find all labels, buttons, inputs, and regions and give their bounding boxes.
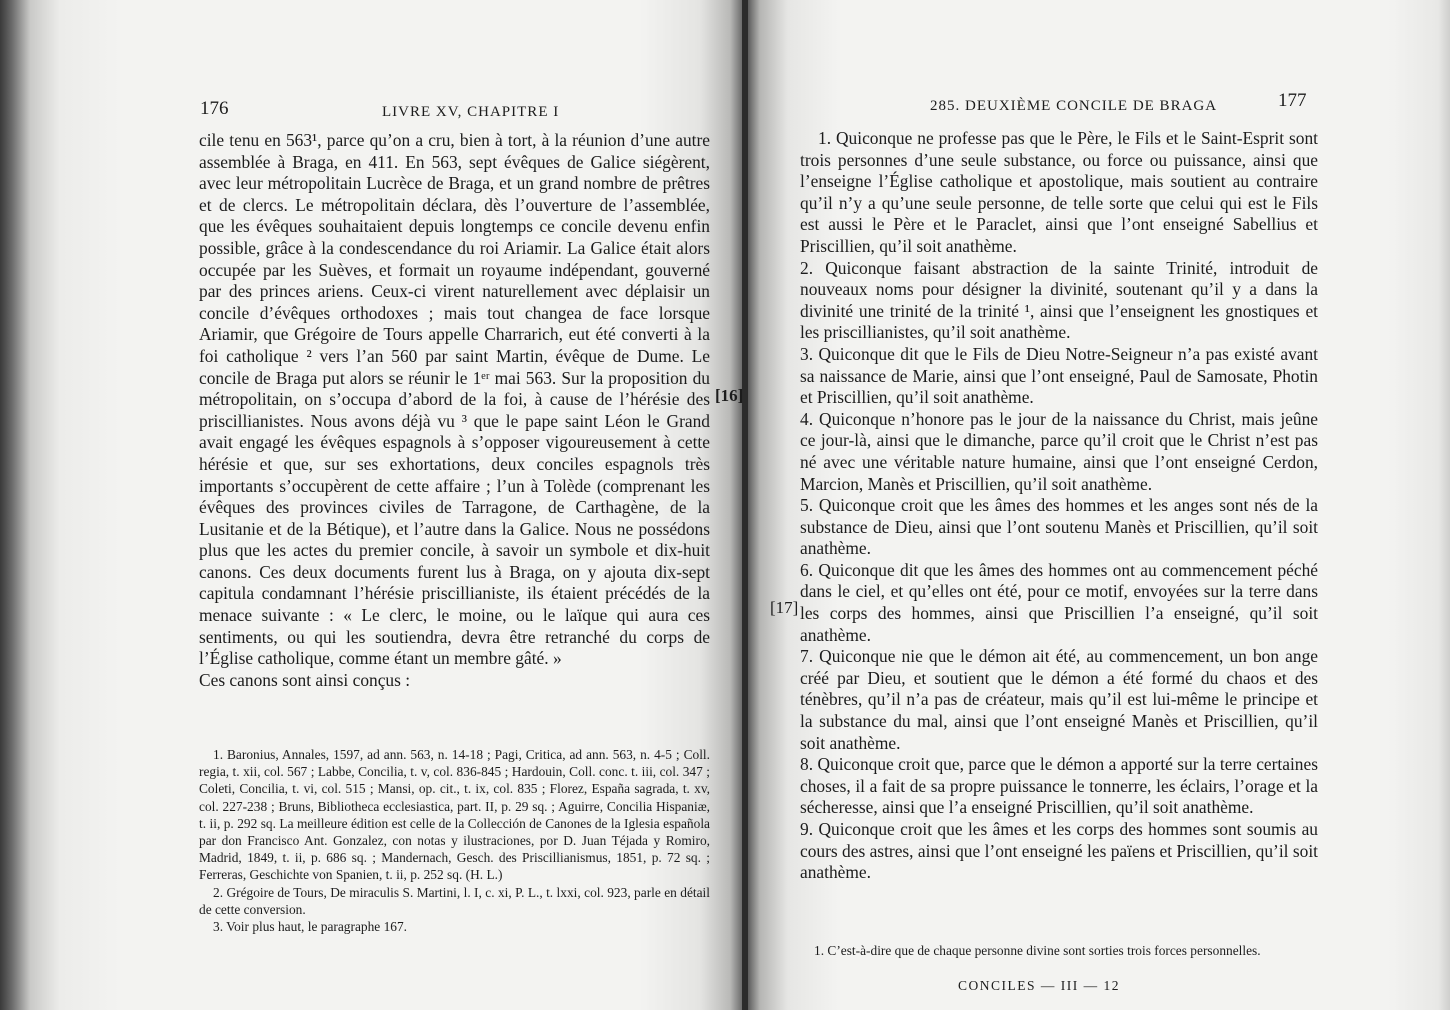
signature-mark: CONCILES — III — 12	[958, 978, 1120, 993]
canon: 6. Quiconque dit que les âmes des hommes ont au commencement péché dans le ciel, et qu’elles ont été, pour ce motif, envoyées sur la terre dans les corps des hommes, ainsi que Priscillien l’a enseigné, qu’il soit anathème.	[800, 559, 1318, 645]
margin-marker: [16]	[715, 386, 744, 405]
page-number: 177	[1278, 90, 1307, 111]
paragraph: Ces canons sont ainsi conçus :	[199, 669, 411, 690]
canon: 5. Quiconque croit que les âmes des hommes et les anges sont nés de la substance de Dieu, ainsi que l’ont soutenu Manès et Priscillien, qu’il soit anathème.	[800, 495, 1318, 559]
page-number: 176	[200, 98, 229, 119]
footnote: 3. Voir plus haut, le paragraphe 167.	[213, 919, 407, 935]
right-page	[748, 0, 1450, 1010]
margin-marker: [17]	[770, 598, 799, 617]
canon: 8. Quiconque croit que, parce que le démon a apporté sur la terre certaines choses, il a fait de sa propre puissance le tonnerre, les éclairs, l’orage et la sécheresse, ainsi que l’a enseigné Priscillien, qu’il soit anathème.	[800, 754, 1318, 818]
body-text	[199, 130, 710, 691]
footnotes	[800, 942, 1318, 959]
canon: 2. Quiconque faisant abstraction de la sainte Trinité, introduit de nouveaux noms pour désigner la divinité, soutenant qu’il y a dans la divinité une trinité de la trinité ¹, ainsi que l’enseignent les gnostiques et les priscillianistes, qu’il soit anathème.	[800, 257, 1318, 343]
canon: 7. Quiconque nie que le démon ait été, au commencement, un bon ange créé par Dieu, et soutient que le démon a été formé du chaos et des ténèbres, qu’il n’a pas de créateur, mais qu’il est lui-même le principe et la substance du mal, ainsi que l’ont enseigné Manès et Priscillien, qu’il soit anathème.	[800, 646, 1318, 753]
canon: 4. Quiconque n’honore pas le jour de la naissance du Christ, mais jeûne ce jour-là, ainsi que le dimanche, parce qu’il croit que le Christ n’est pas né avec une véritable nature humaine, ainsi que l’ont enseigné Cerdon, Marcion, Manès et Priscillien, qu’il soit anathème.	[800, 408, 1318, 494]
running-head: LIVRE XV, CHAPITRE I	[382, 104, 560, 120]
footnote: 2. Grégoire de Tours, De miraculis S. Martini, l. I, c. xi, P. L., t. lxxi, col. 923, parle en détail de cette conversion.	[199, 884, 710, 917]
canons-list	[800, 128, 1318, 884]
running-head: 285. DEUXIÈME CONCILE DE BRAGA	[930, 98, 1218, 114]
canon: 3. Quiconque dit que le Fils de Dieu Notre-Seigneur n’a pas existé avant sa naissance de Marie, ainsi que l’ont enseigné, Paul de Samosate, Photin et Priscillien, qu’il soit anathème.	[800, 343, 1318, 408]
canon: 9. Quiconque croit que les âmes et les corps des hommes sont soumis au cours des astres, ainsi que l’ont enseigné les païens et Priscillien, qu’il soit anathème.	[800, 819, 1318, 883]
footnotes	[199, 746, 710, 935]
footnote: 1. Baronius, Annales, 1597, ad ann. 563, n. 14-18 ; Pagi, Critica, ad ann. 563, n. 4-5 ; Coll. regia, t. xii, col. 567 ; Labbe, Concilia, t. v, col. 836-845 ; Hardouin, Coll. conc. t. iii, col. 347 ; Coleti, Concilia, t. vi, col. 515 ; Mansi, op. cit., t. ix, col. 835 ; Florez, España sagrada, t. xv, col. 227-238 ; Bruns, Bibliotheca ecclesiastica, part. II, p. 29 sq. ; Aguirre, Concilia Hispaniæ, t. ii, p. 292 sq. La meilleure édition est celle de la Collección de Canones de la Iglesia española par don Francisco Ant. Gonzalez, con notas y ilustraciones, por D. Juan Téjada y Romiro, Madrid, 1849, t. ii, p. 686 sq. ; Mandernach, Gesch. des Priscillianismus, 1851, p. 72 sq. ; Ferreras, Geschichte von Spanien, t. ii, p. 252 sq. (H. L.)	[199, 747, 710, 883]
footnote: 1. C’est-à-dire que de chaque personne divine sont sorties trois forces personnelles.	[814, 943, 1261, 958]
paragraph: cile tenu en 563¹, parce qu’on a cru, bien à tort, à la réunion d’une autre assemblée à Braga, en 411. En 563, sept évêques de Galice siégèrent, avec leur métropolitain Lucrèce de Braga, et un grand nombre de prêtres et de clercs. Le métropolitain déclara, dès l’ouverture de l’assemblée, que les évêques souhaitaient depuis longtemps ce concile devenu enfin possible, grâce à la condescendance du roi Ariamir. La Galice était alors occupée par les Suèves, et formait un royaume indépendant, gouverné par des princes ariens. Ceux-ci virent naturellement avec déplaisir un concile d’évêques orthodoxes ; mais tout changea de face lorsque Ariamir, que Grégoire de Tours appelle Charrarich, eut été converti à la foi catholique ² vers l’an 560 par saint Martin, évêque de Dume. Le concile de Braga put alors se réunir le 1ᵉʳ mai 563. Sur la proposition du métropolitain, on s’occupa d’abord de la foi, à cause de l’hérésie des priscillianistes. Nous avons déjà vu ³ que le pape saint Léon le Grand avait engagé les évêques espagnols à s’opposer vigoureusement à cette hérésie et que, sur ses exhortations, deux conciles espagnols très importants s’occupèrent de cette affaire ; l’un à Tolède (comprenant les évêques des provinces civiles de Tarragone, de Carthagène, de la Lusitanie et de la Bétique), et l’autre dans la Galice. Nous ne possédons plus que les actes du premier concile, à savoir un symbole et dix-huit canons. Ces deux documents furent lus à Braga, on y ajouta dix-sept capitula condamnant l’hérésie priscillianiste, ils étaient précédés de la menace suivante : « Le clerc, le moine, ou le laïque qui aura ces sentiments, ou qui les soutiendra, devra être retranché du corps de l’Église catholique, comme étant un membre gâté. »	[199, 130, 710, 669]
canon: 1. Quiconque ne professe pas que le Père, le Fils et le Saint-Esprit sont trois personnes d’une seule substance, ou force ou puissance, ainsi que l’enseigne l’Église catholique et apostolique, mais soutient au contraire qu’il n’y a qu’une seule personne, de telle sorte que celui qui est le Fils est aussi le Père et le Paraclet, ainsi que l’ont enseigné Sabellius et Priscillien, qu’il soit anathème.	[800, 128, 1318, 256]
